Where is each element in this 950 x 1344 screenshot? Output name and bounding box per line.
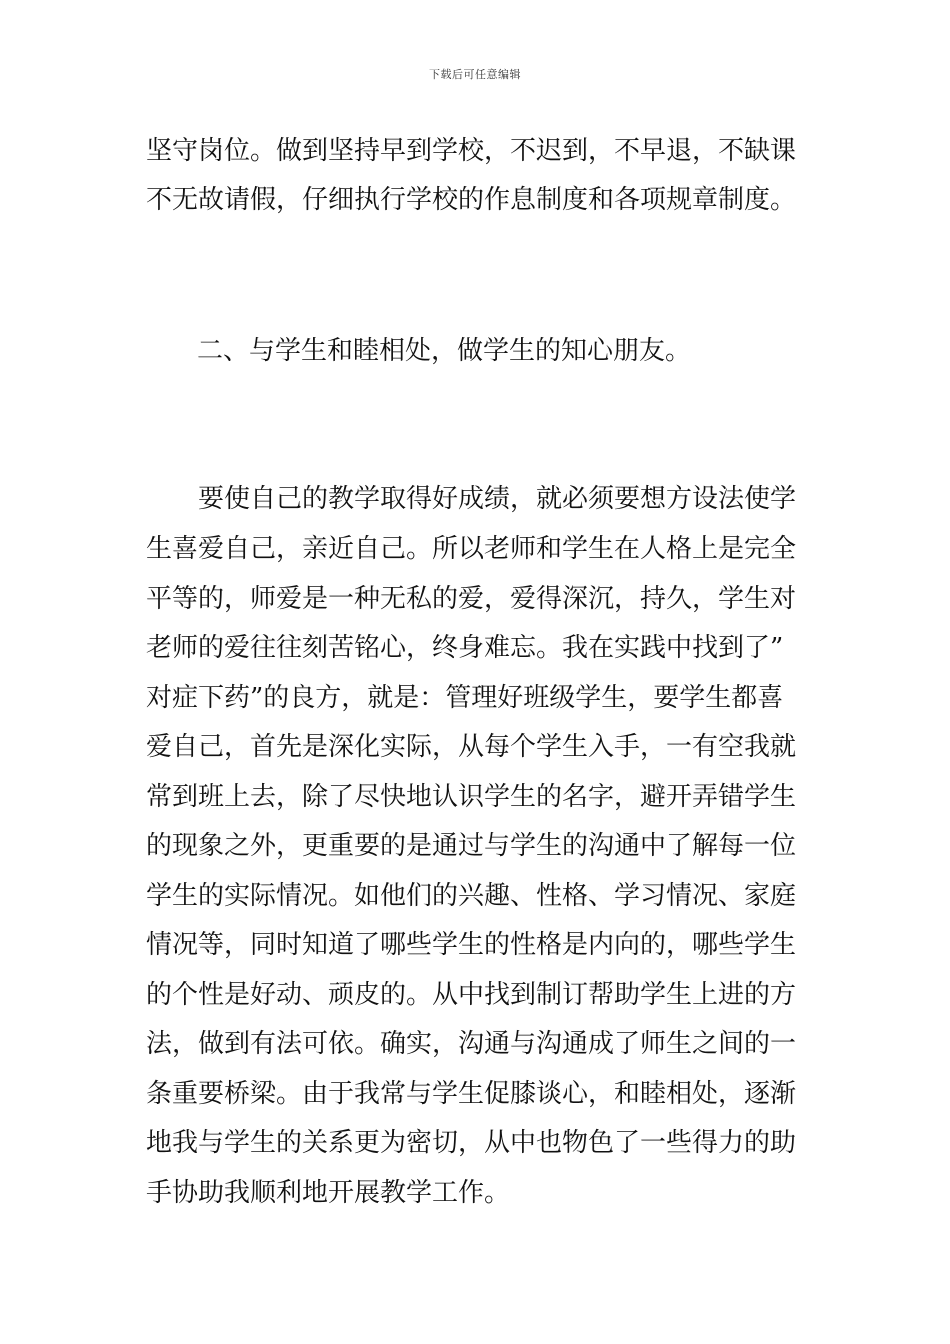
paragraph-line: 学生的实际情况。如他们的兴趣、性格、学习情况、家庭 [146, 881, 797, 911]
paragraph-line: 坚守岗位。做到坚持早到学校，不迟到，不早退，不缺课 [146, 136, 797, 166]
download-note: 下载后可任意编辑 [429, 68, 521, 81]
paragraph-line: 法，做到有法可依。确实，沟通与沟通成了师生之间的一 [146, 1029, 797, 1059]
paragraph-line: 平等的，师爱是一种无私的爱，爱得深沉，持久，学生对 [146, 584, 797, 614]
paragraph-line: 对症下药”的良方，就是：管理好班级学生，要学生都喜 [146, 683, 784, 713]
paragraph-line: 情况等，同时知道了哪些学生的性格是内向的，哪些学生 [146, 930, 797, 960]
paragraph-line: 地我与学生的关系更为密切，从中也物色了一些得力的助 [146, 1128, 797, 1158]
section-heading: 二、与学生和睦相处，做学生的知心朋友。 [197, 336, 692, 366]
paragraph-line: 不无故请假，仔细执行学校的作息制度和各项规章制度。 [146, 185, 797, 215]
paragraph-line: 常到班上去，除了尽快地认识学生的名字，避开弄错学生 [146, 782, 797, 812]
paragraph-line: 老师的爱往往刻苦铭心，终身难忘。我在实践中找到了” [146, 633, 784, 663]
paragraph-line: 要使自己的教学取得好成绩，就必须要想方设法使学 [198, 484, 797, 514]
paragraph-line: 的现象之外，更重要的是通过与学生的沟通中了解每一位 [146, 831, 797, 861]
paragraph-line: 手协助我顺利地开展教学工作。 [146, 1178, 511, 1208]
paragraph-line: 生喜爱自己，亲近自己。所以老师和学生在人格上是完全 [146, 534, 797, 564]
paragraph-line: 爱自己，首先是深化实际，从每个学生入手，一有空我就 [146, 732, 797, 762]
paragraph-line: 条重要桥梁。由于我常与学生促膝谈心，和睦相处，逐渐 [146, 1079, 797, 1109]
paragraph-line: 的个性是好动、顽皮的。从中找到制订帮助学生上进的方 [146, 980, 797, 1010]
